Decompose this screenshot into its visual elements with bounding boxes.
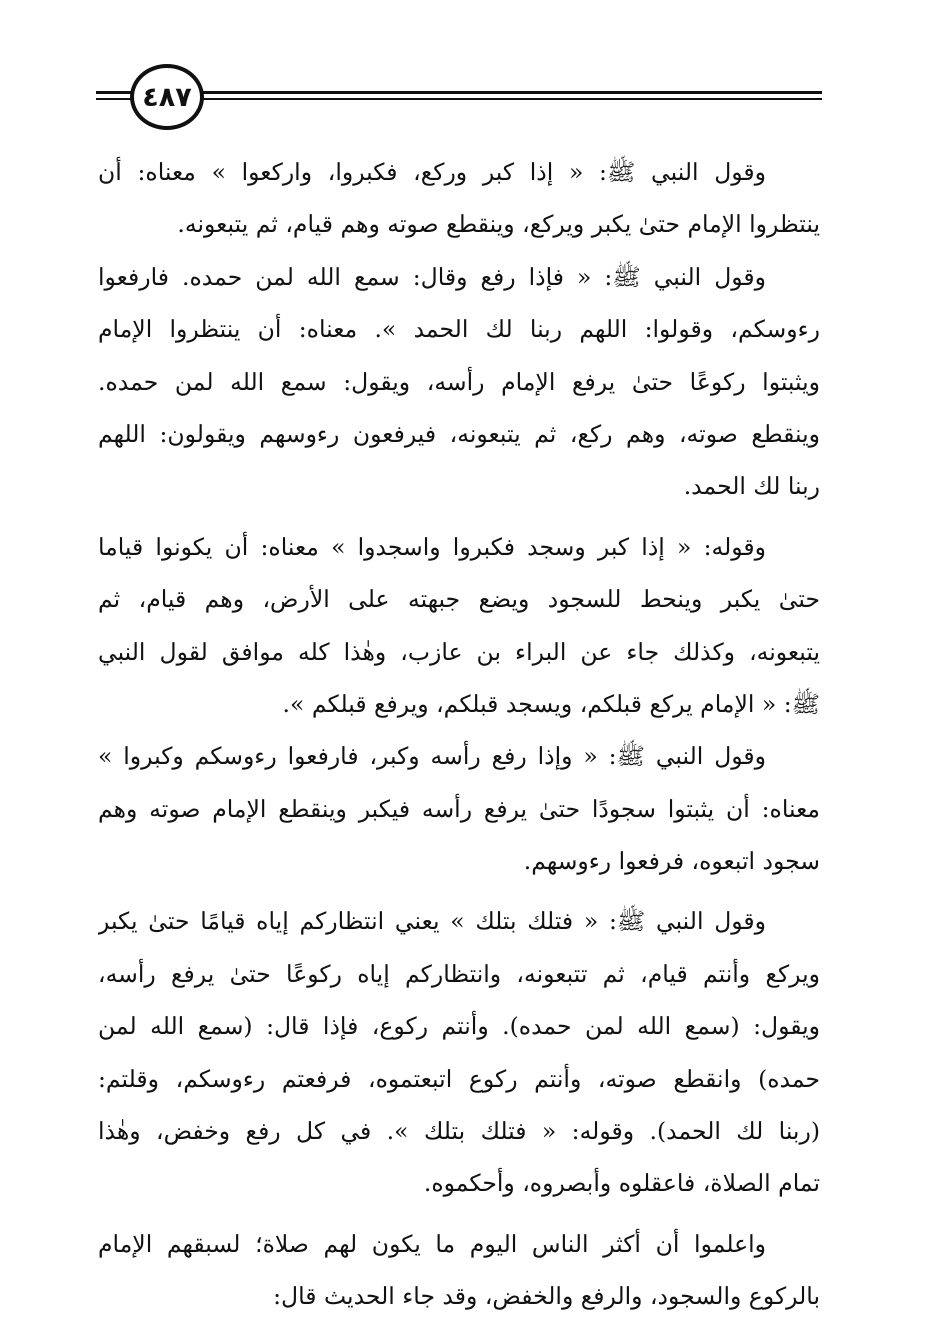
text-line: وينقطع صوته، وهم ركع، ثم يتبعونه، فيرفعون رءوسهم ويقولون: اللهم (98, 419, 820, 448)
text-line: يتبعونه، وكذلك جاء عن البراء بن عازب، وهٰذا كله موافق لقول النبي (98, 637, 820, 666)
page-number: ٤٨٧ (142, 81, 192, 113)
paragraph (98, 895, 820, 1209)
paragraph (98, 1218, 820, 1323)
text-line: سجود اتبعوه، فرفعوا رءوسهم. (523, 847, 820, 876)
text-line: ينتظروا الإمام حتىٰ يكبر ويركع، وينقطع صوته وهم قيام، ثم يتبعونه. (177, 210, 820, 239)
text-line: واعلموا أن أكثر الناس اليوم ما يكون لهم صلاة؛ لسبقهم الإمام (98, 1229, 766, 1258)
paragraph (98, 251, 820, 513)
header-rule-thick (96, 91, 822, 94)
text-line: حمده) وانقطع صوته، وأنتم ركوع اتبعتموه، فرفعتم رءوسكم، وقلتم: (98, 1064, 820, 1093)
paragraph-gap (98, 1210, 820, 1218)
text-line: تمام الصلاة، فاعقلوه وأبصروه، وأحكموه. (423, 1169, 820, 1198)
text-line: وقول النبي ﷺ: « إذا كبر وركع، فكبروا، واركعوا » معناه: أن (98, 158, 766, 186)
text-line: معناه: أن يثبتوا سجودًا حتىٰ يرفع رأسه فيكبر وينقطع الإمام صوته وهم (98, 794, 820, 823)
text-line: ربنا لك الحمد. (683, 472, 820, 501)
header-rule-thin (96, 98, 822, 100)
text-line: وقول النبي ﷺ: « وإذا رفع رأسه وكبر، فارفعوا رءوسكم وكبروا » (98, 742, 766, 771)
paragraph-gap (98, 513, 820, 521)
paragraph-gap (98, 887, 820, 895)
text-line: بالركوع والسجود، والرفع والخفض، وقد جاء الحديث قال: (273, 1282, 820, 1311)
text-line: (ربنا لك الحمد). وقوله: « فتلك بتلك ». في كل رفع وخفض، وهٰذا (98, 1117, 820, 1146)
page-number-badge (130, 64, 204, 130)
text-line: ﷺ: « الإمام يركع قبلكم، ويسجد قبلكم، ويرفع قبلكم ». (282, 689, 820, 718)
text-line: حتىٰ يكبر وينحط للسجود ويضع جبهته على الأرض، وهم قيام، ثم (98, 585, 820, 614)
paragraph (98, 146, 820, 251)
paragraph (98, 730, 820, 887)
text-line: وقوله: « إذا كبر وسجد فكبروا واسجدوا » معناه: أن يكونوا قياما (98, 532, 766, 561)
text-line: ويثبتوا ركوعًا حتىٰ يرفع الإمام رأسه، ويقول: سمع الله لمن حمده. (98, 367, 820, 396)
text-line: وقول النبي ﷺ: « فإذا رفع وقال: سمع الله لمن حمده. فارفعوا (98, 262, 766, 291)
paragraph (98, 521, 820, 731)
text-line: ويركع وأنتم قيام، ثم تتبعونه، وانتظاركم إياه ركوعًا حتىٰ يرفع رأسه، (98, 959, 820, 988)
text-line: رءوسكم، وقولوا: اللهم ربنا لك الحمد ». معناه: أن ينتظروا الإمام (98, 315, 820, 344)
page-header (96, 60, 822, 136)
text-line: وقول النبي ﷺ: « فتلك بتلك » يعني انتظاركم إياه قيامًا حتىٰ يكبر (98, 907, 766, 936)
text-line: ويقول: (سمع الله لمن حمده). وأنتم ركوع، فإذا قال: (سمع الله لمن (98, 1012, 820, 1041)
body-text (98, 146, 820, 1323)
